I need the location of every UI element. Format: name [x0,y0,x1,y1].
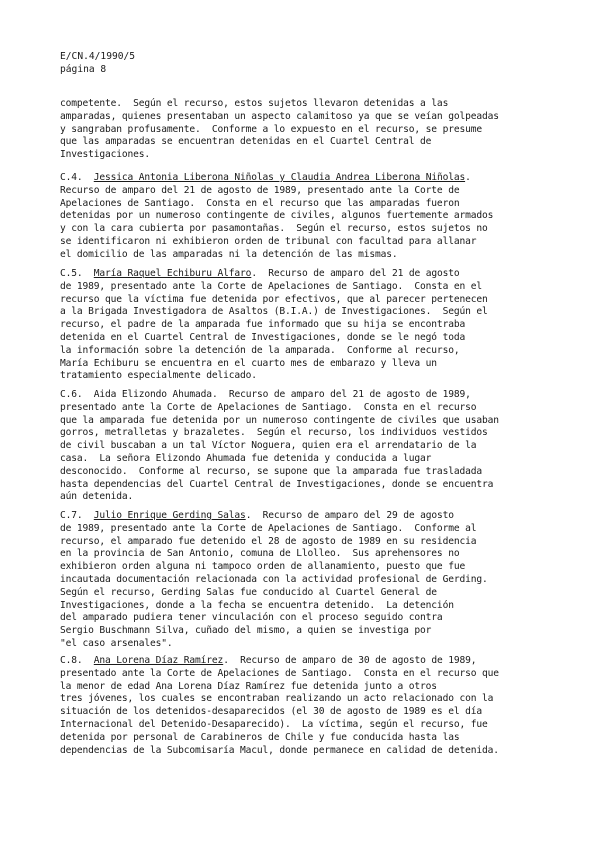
text-line: recurso que la víctima fue detenida por efectivos, que al parecer pertenecen [60,293,488,305]
text-line: Investigaciones, donde a la fecha se encuentra detenido. La detención [60,599,454,611]
text-line: del amparado pudiera tener vinculación con el proceso seguido contra [60,612,443,624]
text-line: casa. La señora Elizondo Ahumada fue detenida y conducida a lugar [60,452,432,464]
text-line: que las amparadas se encuentran detenidas en el Cuartel Central de [60,136,432,148]
person-name: Ana Lorena Díaz Ramírez [93,655,224,666]
text-line: Según el recurso, Gerding Salas fue conducido al Cuartel General de [60,586,437,598]
text-line: Recurso de amparo del 21 de agosto de 1989, presentado ante la Corte de [60,184,460,196]
person-name: María Raquel Echiburu Alfaro [93,268,252,279]
first-line-rest: . Recurso de amparo del 29 de agosto [245,510,454,521]
text-line: la menor de edad Ana Lorena Díaz Ramírez fue detenida junto a otros [60,680,437,692]
paragraph-label: C.4. [60,172,83,183]
text-line: desconocido. Conforme al recurso, se supone que la amparada fue trasladada [60,465,482,477]
text-line: recurso, el amparado fue detenido el 28 de agosto de 1989 en su residencia [60,535,477,547]
text-line: situación de los detenidos-desaparecidos (el 30 de agosto de 1989 es el día [60,706,482,718]
text-line: gorros, metralletas y brazaletes. Según el recurso, los individuos vestidos [60,427,488,439]
document-symbol: E/CN.4/1990/5 [60,51,136,62]
text-line: tres jóvenes, los cuales se encontraban realizando un acto relacionado con la [60,693,494,705]
text-line: y sangraban profusamente. Conforme a lo expuesto en el recurso, se presume [60,123,482,135]
text-line: la información sobre la detención de la amparada. Conforme al recurso, [60,344,460,356]
text-line: y con la cara cubierta por pasamontañas. Según el recurso, estos sujetos no [60,223,488,235]
text-line: el domicilio de las amparadas ni la detención de las mismas. [60,248,398,260]
text-line: presentado ante la Corte de Apelaciones de Santiago. Consta en el recurso que [60,667,499,679]
paragraph-label: C.6. [60,389,83,400]
text-line: se identificaron ni exhibieron orden de tribunal con facultad para allanar [60,235,477,247]
paragraph-first-line [60,510,554,523]
person-name: Jessica Antonia Liberona Niñolas y Claudia Andrea Liberona Niñolas [93,172,466,183]
person-name: Aida Elizondo Ahumada [93,389,212,400]
text-line: exhibieron orden alguna ni tampoco orden de allanamiento, puesto que fue [60,561,466,573]
paragraph-first-line [60,389,554,402]
text-line: dependencias de la Subcomisaría Macul, donde permanece en calidad de detenida. [60,744,499,756]
first-line-rest: . Recurso de amparo de 30 de agosto de 1989, [223,655,477,666]
paragraph-c5 [60,268,554,383]
text-line: detenidas por un numeroso contingente de civiles, algunos fuertemente armados [60,210,494,222]
first-line-rest: . Recurso de amparo del 21 de agosto [251,268,460,279]
paragraph-label: C.5. [60,268,83,279]
text-line: de civil buscaban a un tal Víctor Noguera, quien era el arrendatario de la [60,440,477,452]
text-line: de 1989, presentado ante la Corte de Apelaciones de Santiago. Conforme al [60,522,477,534]
text-line: detenida en el Cuartel Central de Investigaciones, donde se le negó toda [60,331,466,343]
text-line: recurso, el padre de la amparada fue informado que su hija se encontraba [60,319,466,331]
text-line: detenida por personal de Carabineros de Chile y fue conducida hasta las [60,731,460,743]
text-line: "el caso arsenales". [60,637,173,649]
paragraph-c7 [60,510,554,651]
text-line: a la Brigada Investigadora de Asaltos (B.I.A.) de Investigaciones. Según el [60,306,488,318]
text-line: en la provincia de San Antonio, comuna de Llolleo. Sus aprehensores no [60,548,460,560]
text-line: Sergio Buschmann Silva, cuñado del mismo, a quien se investiga por [60,625,432,637]
first-line-rest: . [465,172,471,183]
text-line: María Echiburu se encuentra en el cuarto mes de embarazo y lleva un [60,357,437,369]
text-line: tratamiento especialmente delicado. [60,370,257,382]
paragraph-c8 [60,655,554,757]
text-line: amparadas, quienes presentaban un aspecto calamitoso ya que se veían golpeadas [60,110,499,122]
text-line: que la amparada fue detenida por un numeroso contingente de civiles que usaban [60,414,499,426]
text-line: incautada documentación relacionada con la actividad profesional de Gerding. [60,573,488,585]
first-line-rest: . Recurso de amparo del 21 de agosto de 1989, [211,389,471,400]
text-line: Investigaciones. [60,149,151,161]
text-line: competente. Según el recurso, estos sujetos llevaron detenidas a las [60,98,449,109]
paragraph-first-line [60,172,554,185]
paragraph-first-line [60,655,554,668]
text-line: hasta dependencias del Cuartel Central de Investigaciones, donde se encuentra [60,478,494,490]
text-line: de 1989, presentado ante la Corte de Apelaciones de Santiago. Consta en el [60,280,482,292]
paragraph-c6 [60,389,554,504]
text-line: aún detenida. [60,491,134,503]
person-name: Julio Enrique Gerding Salas [93,510,246,521]
document-header [60,50,135,76]
text-line: Apelaciones de Santiago. Consta en el recurso que las amparadas fueron [60,197,460,209]
paragraph-first-line [60,268,554,281]
text-line: Internacional del Detenido-Desaparecido). La víctima, según el recurso, fue [60,718,488,730]
paragraph-label: C.8. [60,655,83,666]
paragraph-c4 [60,172,554,262]
paragraph-label: C.7. [60,510,83,521]
paragraph-continuation [60,98,554,162]
page-number: página 8 [60,64,107,75]
text-line: presentado ante la Corte de Apelaciones de Santiago. Consta en el recurso [60,401,477,413]
